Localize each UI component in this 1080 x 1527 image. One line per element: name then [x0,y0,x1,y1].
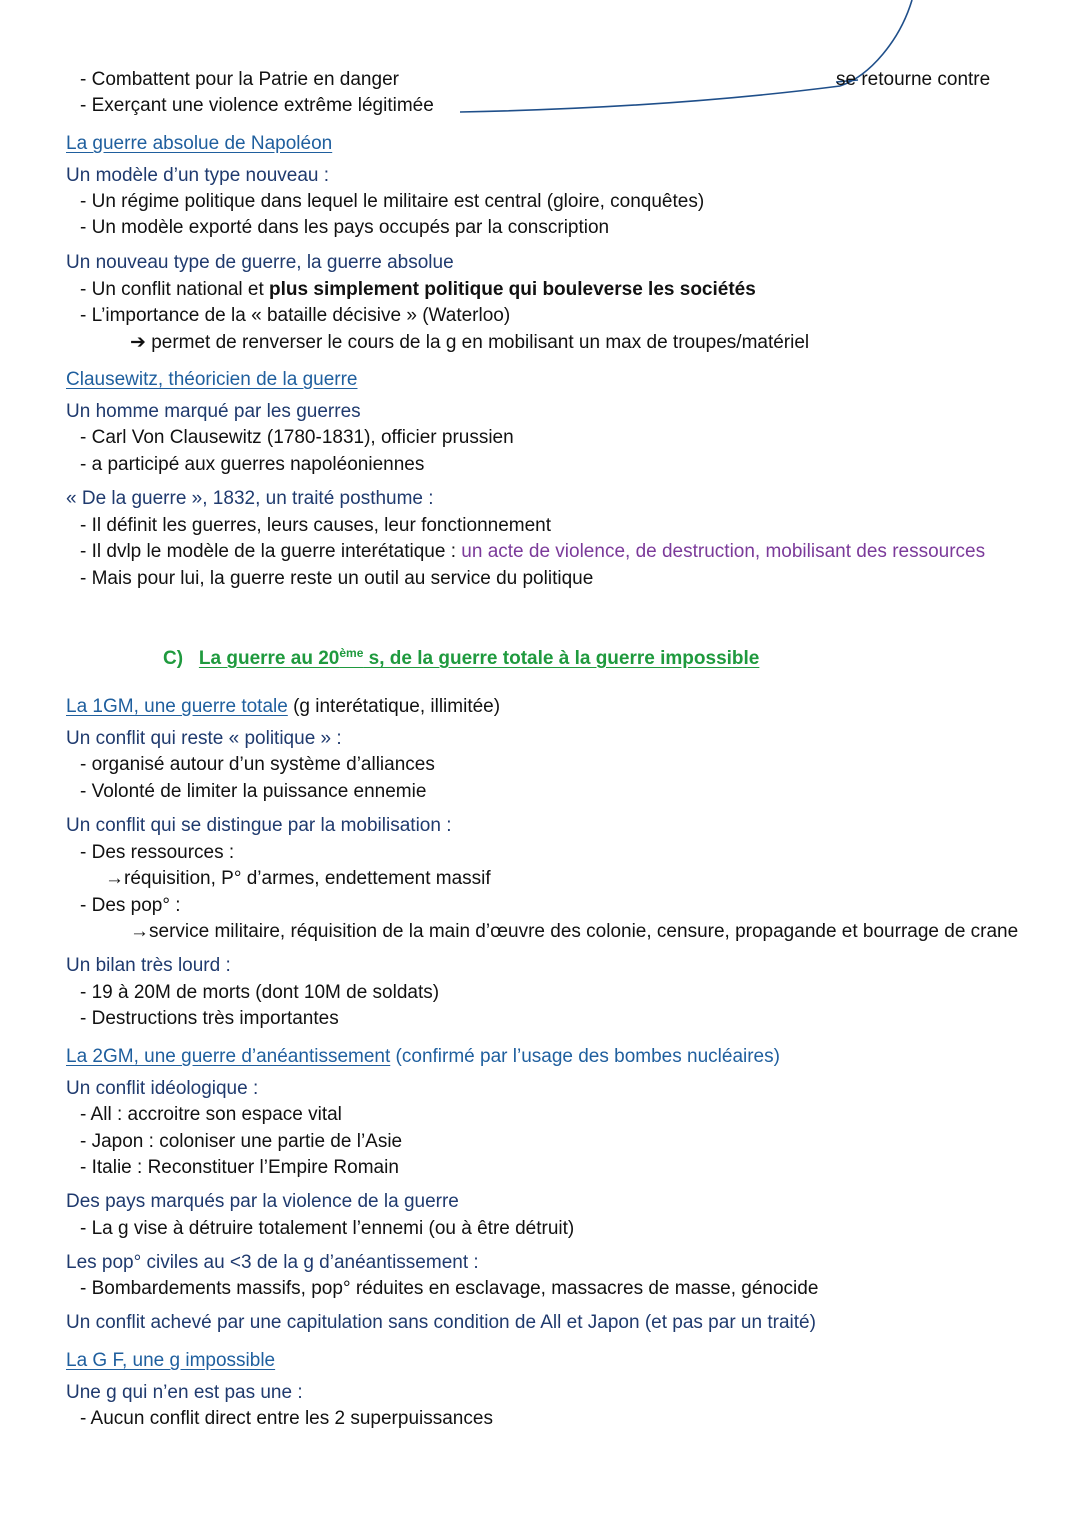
subheading-ideological: Un conflit idéologique : [66,1078,259,1099]
arrow-note: →réquisition, P° d’armes, endettement massif [105,868,491,889]
list-item: - All : accroitre son espace vital [80,1104,342,1125]
heading-ww1: La 1GM, une guerre totale (g interétatique, illimitée) [66,696,501,717]
list-item: - organisé autour d’un système d’alliances [80,754,435,775]
list-item: - Il dvlp le modèle de la guerre interétatique : un acte de violence, de destruction, mobilisant des ressources [80,541,986,562]
heading-clausewitz: Clausewitz, théoricien de la guerre [66,369,358,390]
heading-ww2: La 2GM, une guerre d’anéantissement (confirmé par l’usage des bombes nucléaires) [66,1046,780,1067]
list-item: - Des pop° : [80,895,181,916]
subheading-treatise: « De la guerre », 1832, un traité posthume : [66,488,434,509]
heading-napoleon: La guerre absolue de Napoléon [66,133,333,154]
subheading-new-model: Un modèle d’un type nouveau : [66,165,330,186]
list-item: - Des ressources : [80,842,235,863]
subheading-violence: Des pays marqués par la violence de la guerre [66,1191,459,1212]
subheading-not-a-war: Une g qui n’en est pas une : [66,1382,303,1403]
list-item: - Il définit les guerres, leurs causes, leur fonctionnement [80,515,552,536]
arrow-note: →service militaire, réquisition de la main d’œuvre des colonie, censure, propagande et bourrage de crane [130,921,1019,942]
section-marker: C) [163,648,184,669]
list-item: - Un modèle exporté dans les pays occupés par la conscription [80,217,610,238]
list-item: - Japon : coloniser une partie de l’Asie [80,1131,403,1152]
purple-definition: un acte de violence, de destruction, mobilisant des ressources [461,541,986,562]
section-c-heading [163,647,759,671]
list-item: - La g vise à détruire totalement l’ennemi (ou à être détruit) [80,1218,575,1239]
ink-stroke-underline [460,86,840,112]
list-item: - Destructions très importantes [80,1008,339,1029]
subheading-political: Un conflit qui reste « politique » : [66,728,342,749]
list-item: - Mais pour lui, la guerre reste un outil au service du politique [80,568,594,589]
subheading-toll: Un bilan très lourd : [66,955,231,976]
subheading-civilians: Les pop° civiles au <3 de la g d’anéantissement : [66,1252,479,1273]
list-item: - Un régime politique dans lequel le militaire est central (gloire, conquêtes) [80,191,705,212]
subheading-capitulation: Un conflit achevé par une capitulation sans condition de All et Japon (et pas par un traité) [66,1312,816,1333]
list-item: - Aucun conflit direct entre les 2 superpuissances [80,1408,493,1429]
list-item: - 19 à 20M de morts (dont 10M de soldats) [80,982,440,1003]
list-item: - Volonté de limiter la puissance ennemie [80,781,427,802]
intro-line-1: - Combattent pour la Patrie en danger [80,69,399,90]
list-item: - Italie : Reconstituer l’Empire Romain [80,1157,399,1178]
subheading-mobilisation: Un conflit qui se distingue par la mobilisation : [66,815,452,836]
subheading-man-marked: Un homme marqué par les guerres [66,401,361,422]
section-title: La guerre au 20ème s, de la guerre totale à la guerre impossible [198,646,760,669]
intro-line-2: - Exerçant une violence extrême légitimée [80,95,434,116]
heading-cold-war: La G F, une g impossible [66,1350,276,1371]
ink-annotation-text: se retourne contre [836,69,991,90]
subheading-absolute-war: Un nouveau type de guerre, la guerre absolue [66,252,454,273]
arrow-note: ➔ permet de renverser le cours de la g en mobilisant un max de troupes/matériel [130,332,810,353]
list-item: - L’importance de la « bataille décisive » (Waterloo) [80,305,511,326]
list-item: - Un conflit national et plus simplement politique qui bouleverse les sociétés [80,279,756,300]
list-item: - Carl Von Clausewitz (1780-1831), officier prussien [80,427,514,448]
bold-text: plus simplement politique qui bouleverse les sociétés [269,279,756,300]
list-item: - Bombardements massifs, pop° réduites en esclavage, massacres de masse, génocide [80,1278,819,1299]
list-item: - a participé aux guerres napoléoniennes [80,454,425,475]
